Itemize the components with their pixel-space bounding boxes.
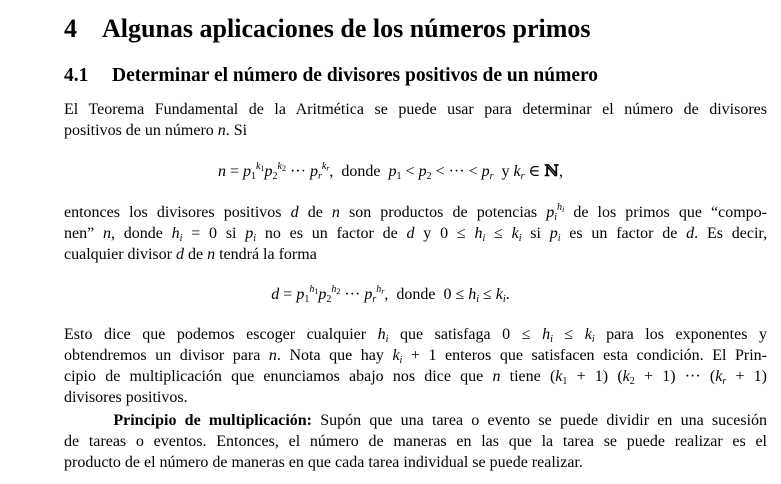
paragraph-line: divisores positivos.: [64, 389, 188, 406]
paragraph-line: entonces los divisores positivos d de n son productos de potencias $p_i^{h_i}$ de los primos que “compo-: [64, 202, 767, 223]
paragraph-counting: [64, 324, 767, 408]
section-heading: [64, 14, 591, 44]
paragraph-line: producto de el número de maneras en que cada tarea individual se puede realizar.: [64, 454, 583, 471]
subsection-heading: [64, 64, 598, 88]
paragraph-divisors: [64, 202, 767, 265]
paragraph-line: de tareas o eventos. Entonces, el número de maneras en las que la tarea se puede realizar es el: [64, 433, 767, 450]
section-title: Algunas aplicaciones de los números primos: [102, 14, 591, 43]
equation-divisor-form: $d = p_1^{h_1}p_2^{h_2}$ ··· $p_r^{h_r}$, donde $0 \le h_i \le k_i$.: [271, 284, 510, 305]
principle-title: Principio de multiplicación:: [113, 412, 313, 429]
paragraph-line: El Teorema Fundamental de la Aritmética se puede usar para determinar el número de divisores: [64, 101, 767, 118]
paragraph-multiplication-principle: [64, 410, 767, 473]
paragraph-line: Principio de multiplicación: Supón que una tarea o evento se puede dividir en una sucesión: [113, 412, 768, 429]
paragraph-line: cipio de multiplicación que enunciamos abajo nos dice que n tiene $(k_1 + 1) (k_2 + 1)$ ··· $(k_r + 1)$: [64, 368, 768, 387]
paragraph-line: obtendremos un divisor para n. Nota que hay $k_i + 1$ enteros que satisfacen esta condición. El Prin-: [64, 347, 767, 366]
subsection-title: Determinar el número de divisores positivos de un número: [112, 65, 599, 86]
paragraph-line: nen” n, donde $h_i = 0$ si $p_i$ no es un factor de d y $0 \le h_i \le k_i$ si $p_i$ es un factor de d. Es decir,: [64, 225, 768, 244]
paragraph-intro: [64, 99, 767, 141]
section-number: 4: [64, 14, 77, 43]
equation-prime-factorization: $n = p_1^{k_1}p_2^{k_2}$ ··· $p_r^{k_r}$, donde $p_1 < p_2$ < ··· < $p_r$ y $k_r$ ∈ ℕ,: [218, 161, 563, 182]
subsection-number: 4.1: [64, 65, 89, 86]
paragraph-line: Esto dice que podemos escoger cualquier $h_i$ que satisfaga $0 \le h_i \le k_i$ para los exponentes y: [64, 326, 768, 345]
paragraph-line: cualquier divisor d de n tendrá la forma: [64, 246, 317, 263]
paragraph-line: positivos de un número n. Si: [64, 122, 248, 139]
